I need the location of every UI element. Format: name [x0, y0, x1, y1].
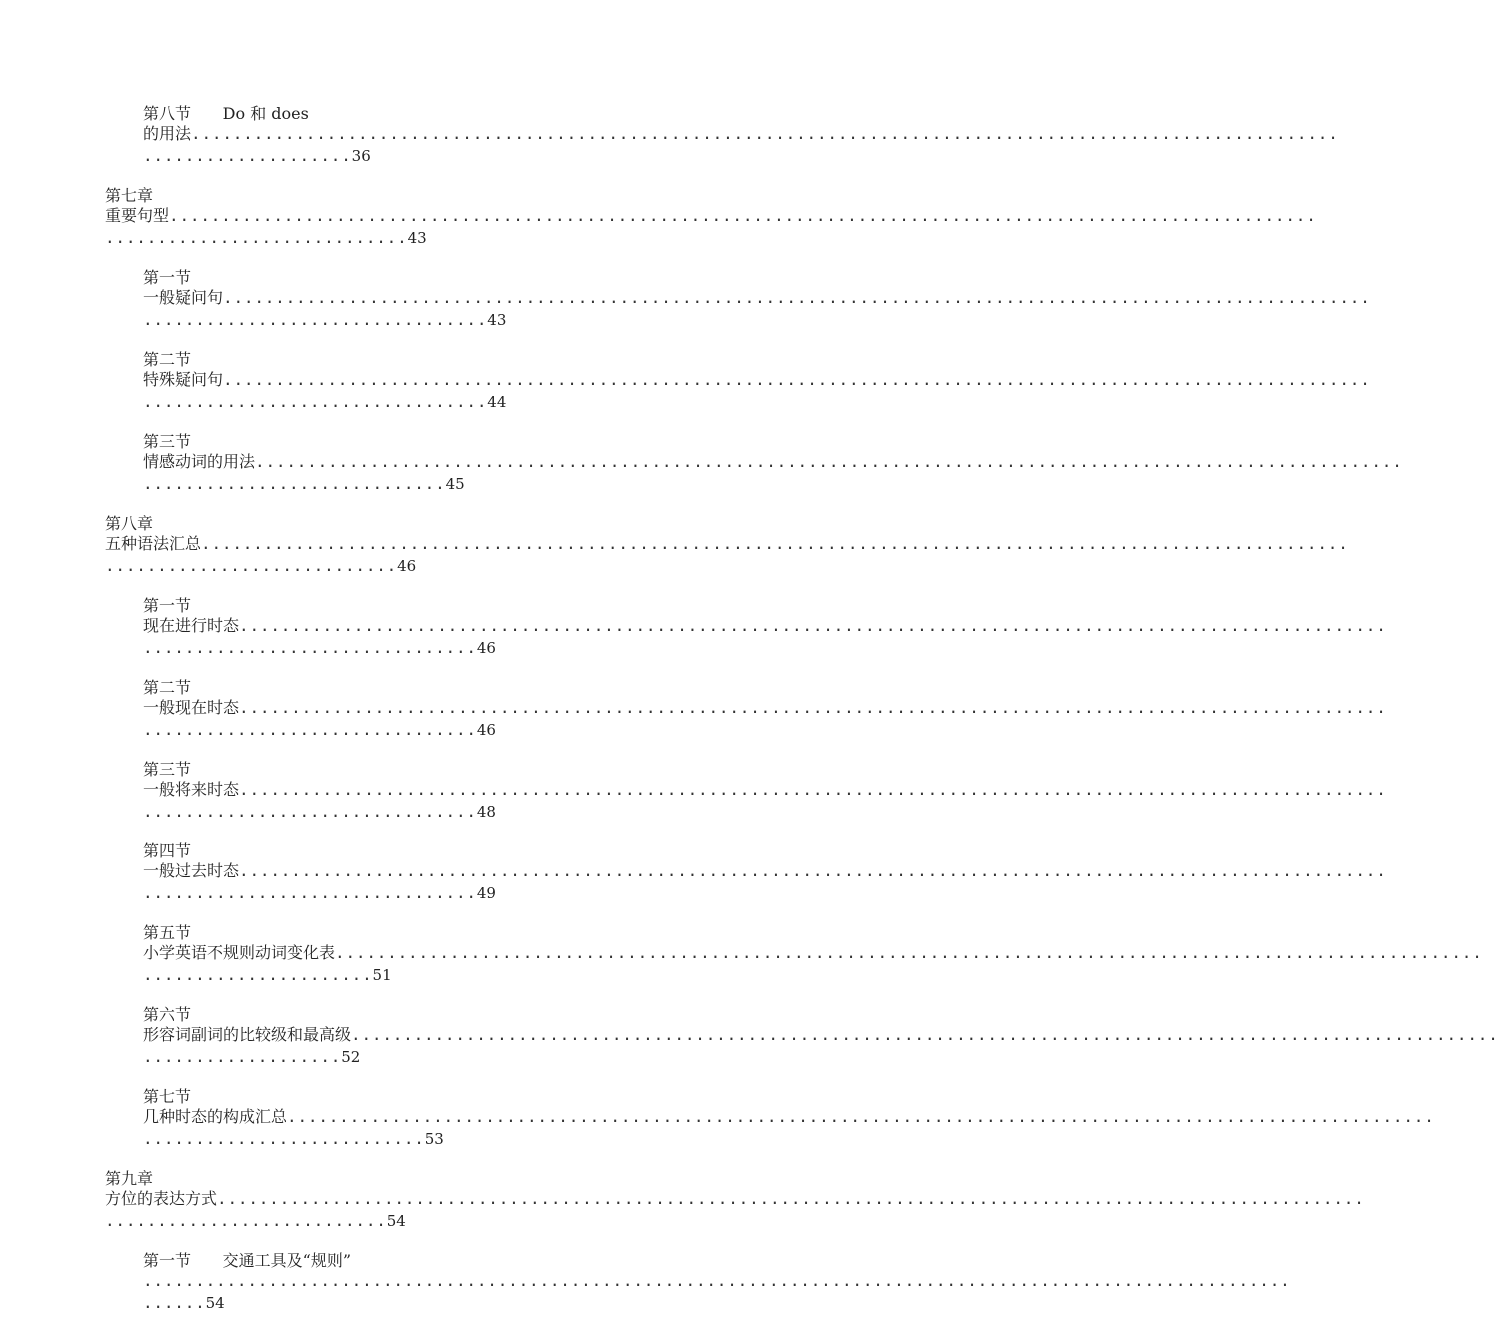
toc-entry-title: 一般将来时态 [143, 780, 240, 799]
toc-section-number: 第三节 [143, 432, 192, 451]
toc-title-line [105, 1189, 1365, 1209]
toc-leader-dots: ........................... [143, 1129, 425, 1148]
toc-page-line [143, 474, 935, 494]
toc-entry-title: 五种语法汇总 [105, 534, 202, 553]
toc-leader-dots: .............................................................................................................. [255, 452, 1403, 471]
toc-page-line [143, 1293, 935, 1313]
toc-leader-dots: .............................................................................................................. [191, 124, 1339, 143]
toc-entry[interactable] [143, 678, 1387, 740]
toc-page-line [143, 146, 935, 166]
toc-title-line [143, 370, 1371, 390]
toc-entry-title: 小学英语不规则动词变化表 [143, 943, 336, 962]
toc-page-number: 49 [476, 884, 496, 902]
toc-page-line [143, 1129, 935, 1149]
toc-heading-line [143, 1087, 935, 1107]
toc-page-line [143, 638, 935, 658]
toc-leader-dots: ................................ [143, 720, 477, 739]
toc-leader-dots: ...... [143, 1293, 206, 1312]
toc-heading-line [143, 104, 935, 124]
toc-entry[interactable] [105, 514, 1349, 576]
toc-entry-title: 特殊疑问句 [143, 370, 224, 389]
toc-title-line [105, 206, 1317, 226]
toc-heading-line [143, 841, 935, 861]
toc-leader-dots: .............................................................................................................. [217, 1189, 1365, 1208]
toc-page-line [143, 965, 935, 985]
toc-page-number: 43 [487, 311, 507, 329]
toc-section-number: 第一节 [143, 596, 192, 615]
toc-section-number: 第六节 [143, 1005, 192, 1024]
toc-title-line [143, 943, 1483, 963]
toc-heading-line [143, 678, 935, 698]
toc-section-number: 第八节 [143, 104, 192, 123]
toc-entry-title: 一般现在时态 [143, 698, 240, 717]
toc-page-number: 46 [397, 557, 417, 575]
toc-section-number: 第二节 [143, 350, 192, 369]
toc-entry-title: Do 和 does [222, 104, 309, 123]
toc-title-line [143, 1271, 1291, 1291]
toc-entry[interactable] [143, 104, 1339, 166]
toc-page-line [143, 802, 935, 822]
toc-heading-line [143, 350, 935, 370]
toc-page-line [143, 310, 935, 330]
toc-title-line [143, 1025, 1499, 1045]
toc-title-line [143, 1107, 1435, 1127]
toc-entry[interactable] [143, 350, 1371, 412]
toc-page-number: 36 [351, 147, 371, 165]
toc-entry[interactable] [143, 432, 1403, 494]
toc-leader-dots: .............................................................................................................. [287, 1107, 1435, 1126]
toc-title-line [143, 780, 1387, 800]
toc-entry[interactable] [105, 186, 1317, 248]
toc-entry[interactable] [143, 760, 1387, 822]
toc-page-number: 44 [487, 393, 507, 411]
toc-chapter-number: 第七章 [105, 186, 154, 205]
toc-page-line [143, 392, 935, 412]
toc-leader-dots: .............................................................................................................. [335, 943, 1483, 962]
toc-entry[interactable] [143, 596, 1387, 658]
toc-title-line [143, 861, 1387, 881]
toc-heading-line [105, 514, 935, 534]
toc-page-number: 51 [372, 966, 392, 984]
toc-heading-line [105, 186, 935, 206]
toc-page-line [143, 720, 935, 740]
toc-leader-dots: ................................ [143, 802, 477, 821]
toc-entry-title: 重要句型 [105, 206, 170, 225]
toc-leader-dots: .............................................................................................................. [351, 1025, 1499, 1044]
toc-page-line [105, 228, 935, 248]
toc-page-number: 48 [476, 803, 496, 821]
toc-page-number: 53 [424, 1130, 444, 1148]
toc-heading-line [105, 1169, 935, 1189]
toc-entry-title: 一般疑问句 [143, 288, 224, 307]
toc-leader-dots: ...................... [143, 965, 373, 984]
toc-section-number: 第三节 [143, 760, 192, 779]
toc-leader-dots: .............................................................................................................. [169, 206, 1317, 225]
toc-section-number: 第四节 [143, 841, 192, 860]
toc-leader-dots: .............................................................................................................. [143, 1271, 1291, 1290]
toc-entry[interactable] [143, 1251, 1291, 1313]
toc-leader-dots: ............................. [143, 474, 446, 493]
toc-leader-dots: .............................................................................................................. [239, 616, 1387, 635]
toc-title-line [143, 616, 1387, 636]
toc-leader-dots: ................................ [143, 883, 477, 902]
toc-entry[interactable] [143, 1005, 1499, 1067]
toc-entry-title: 一般过去时态 [143, 861, 240, 880]
toc-page-number: 54 [205, 1294, 225, 1312]
toc-page-number: 46 [476, 721, 496, 739]
toc-heading-line [143, 1005, 935, 1025]
toc-heading-line [143, 596, 935, 616]
toc-entry[interactable] [143, 268, 1371, 330]
toc-entry-title: 交通工具及“规则” [222, 1251, 352, 1270]
toc-page-line [143, 883, 935, 903]
toc-page-number: 46 [476, 639, 496, 657]
toc-chapter-number: 第九章 [105, 1169, 154, 1188]
toc-section-number: 第一节 [143, 1251, 192, 1270]
toc-title-line [143, 698, 1387, 718]
toc-section-number: 第五节 [143, 923, 192, 942]
toc-leader-dots: .............................................................................................................. [239, 780, 1387, 799]
toc-page-line [143, 1047, 935, 1067]
toc-entry[interactable] [143, 1087, 1435, 1149]
toc-leader-dots: ............................. [105, 228, 408, 247]
toc-leader-dots: .............................................................................................................. [239, 861, 1387, 880]
toc-leader-dots: ................... [143, 1047, 342, 1066]
toc-entry[interactable] [105, 1169, 1365, 1231]
toc-leader-dots: ............................ [105, 556, 398, 575]
toc-entry[interactable] [143, 841, 1387, 903]
toc-title-line [143, 124, 1339, 144]
toc-heading-line [143, 1251, 935, 1271]
toc-entry-title: 形容词副词的比较级和最高级 [143, 1025, 352, 1044]
toc-leader-dots: ................................. [143, 310, 488, 329]
toc-heading-line [143, 760, 935, 780]
toc-entry-title: 几种时态的构成汇总 [143, 1107, 288, 1126]
toc-heading-line [143, 268, 935, 288]
toc-leader-dots: .............................................................................................................. [223, 370, 1371, 389]
toc-page-number: 52 [341, 1048, 361, 1066]
toc-entry-title-continued: 的用法 [143, 124, 192, 143]
toc-page-number: 43 [407, 229, 427, 247]
toc-leader-dots: .............................................................................................................. [239, 698, 1387, 717]
toc-entry-title: 方位的表达方式 [105, 1189, 218, 1208]
toc-chapter-number: 第八章 [105, 514, 154, 533]
toc-leader-dots: ........................... [105, 1211, 387, 1230]
toc-page-number: 54 [386, 1212, 406, 1230]
toc-section-number: 第七节 [143, 1087, 192, 1106]
toc-page-number: 45 [445, 475, 465, 493]
toc-leader-dots: .............................................................................................................. [223, 288, 1371, 307]
toc-heading-line [143, 432, 935, 452]
toc-leader-dots: ................................ [143, 638, 477, 657]
toc-title-line [143, 452, 1403, 472]
toc-title-line [105, 534, 1349, 554]
toc-page-line [105, 556, 935, 576]
toc-leader-dots: .............................................................................................................. [201, 534, 1349, 553]
toc-leader-dots: ................................. [143, 392, 488, 411]
toc-title-line [143, 288, 1371, 308]
toc-page-line [105, 1211, 935, 1231]
toc-entry-title: 现在进行时态 [143, 616, 240, 635]
toc-entry-title: 情感动词的用法 [143, 452, 256, 471]
toc-leader-dots: .................... [143, 146, 352, 165]
toc-section-number: 第二节 [143, 678, 192, 697]
toc-heading-line [143, 923, 935, 943]
toc-entry[interactable] [143, 923, 1483, 985]
toc-section-number: 第一节 [143, 268, 192, 287]
